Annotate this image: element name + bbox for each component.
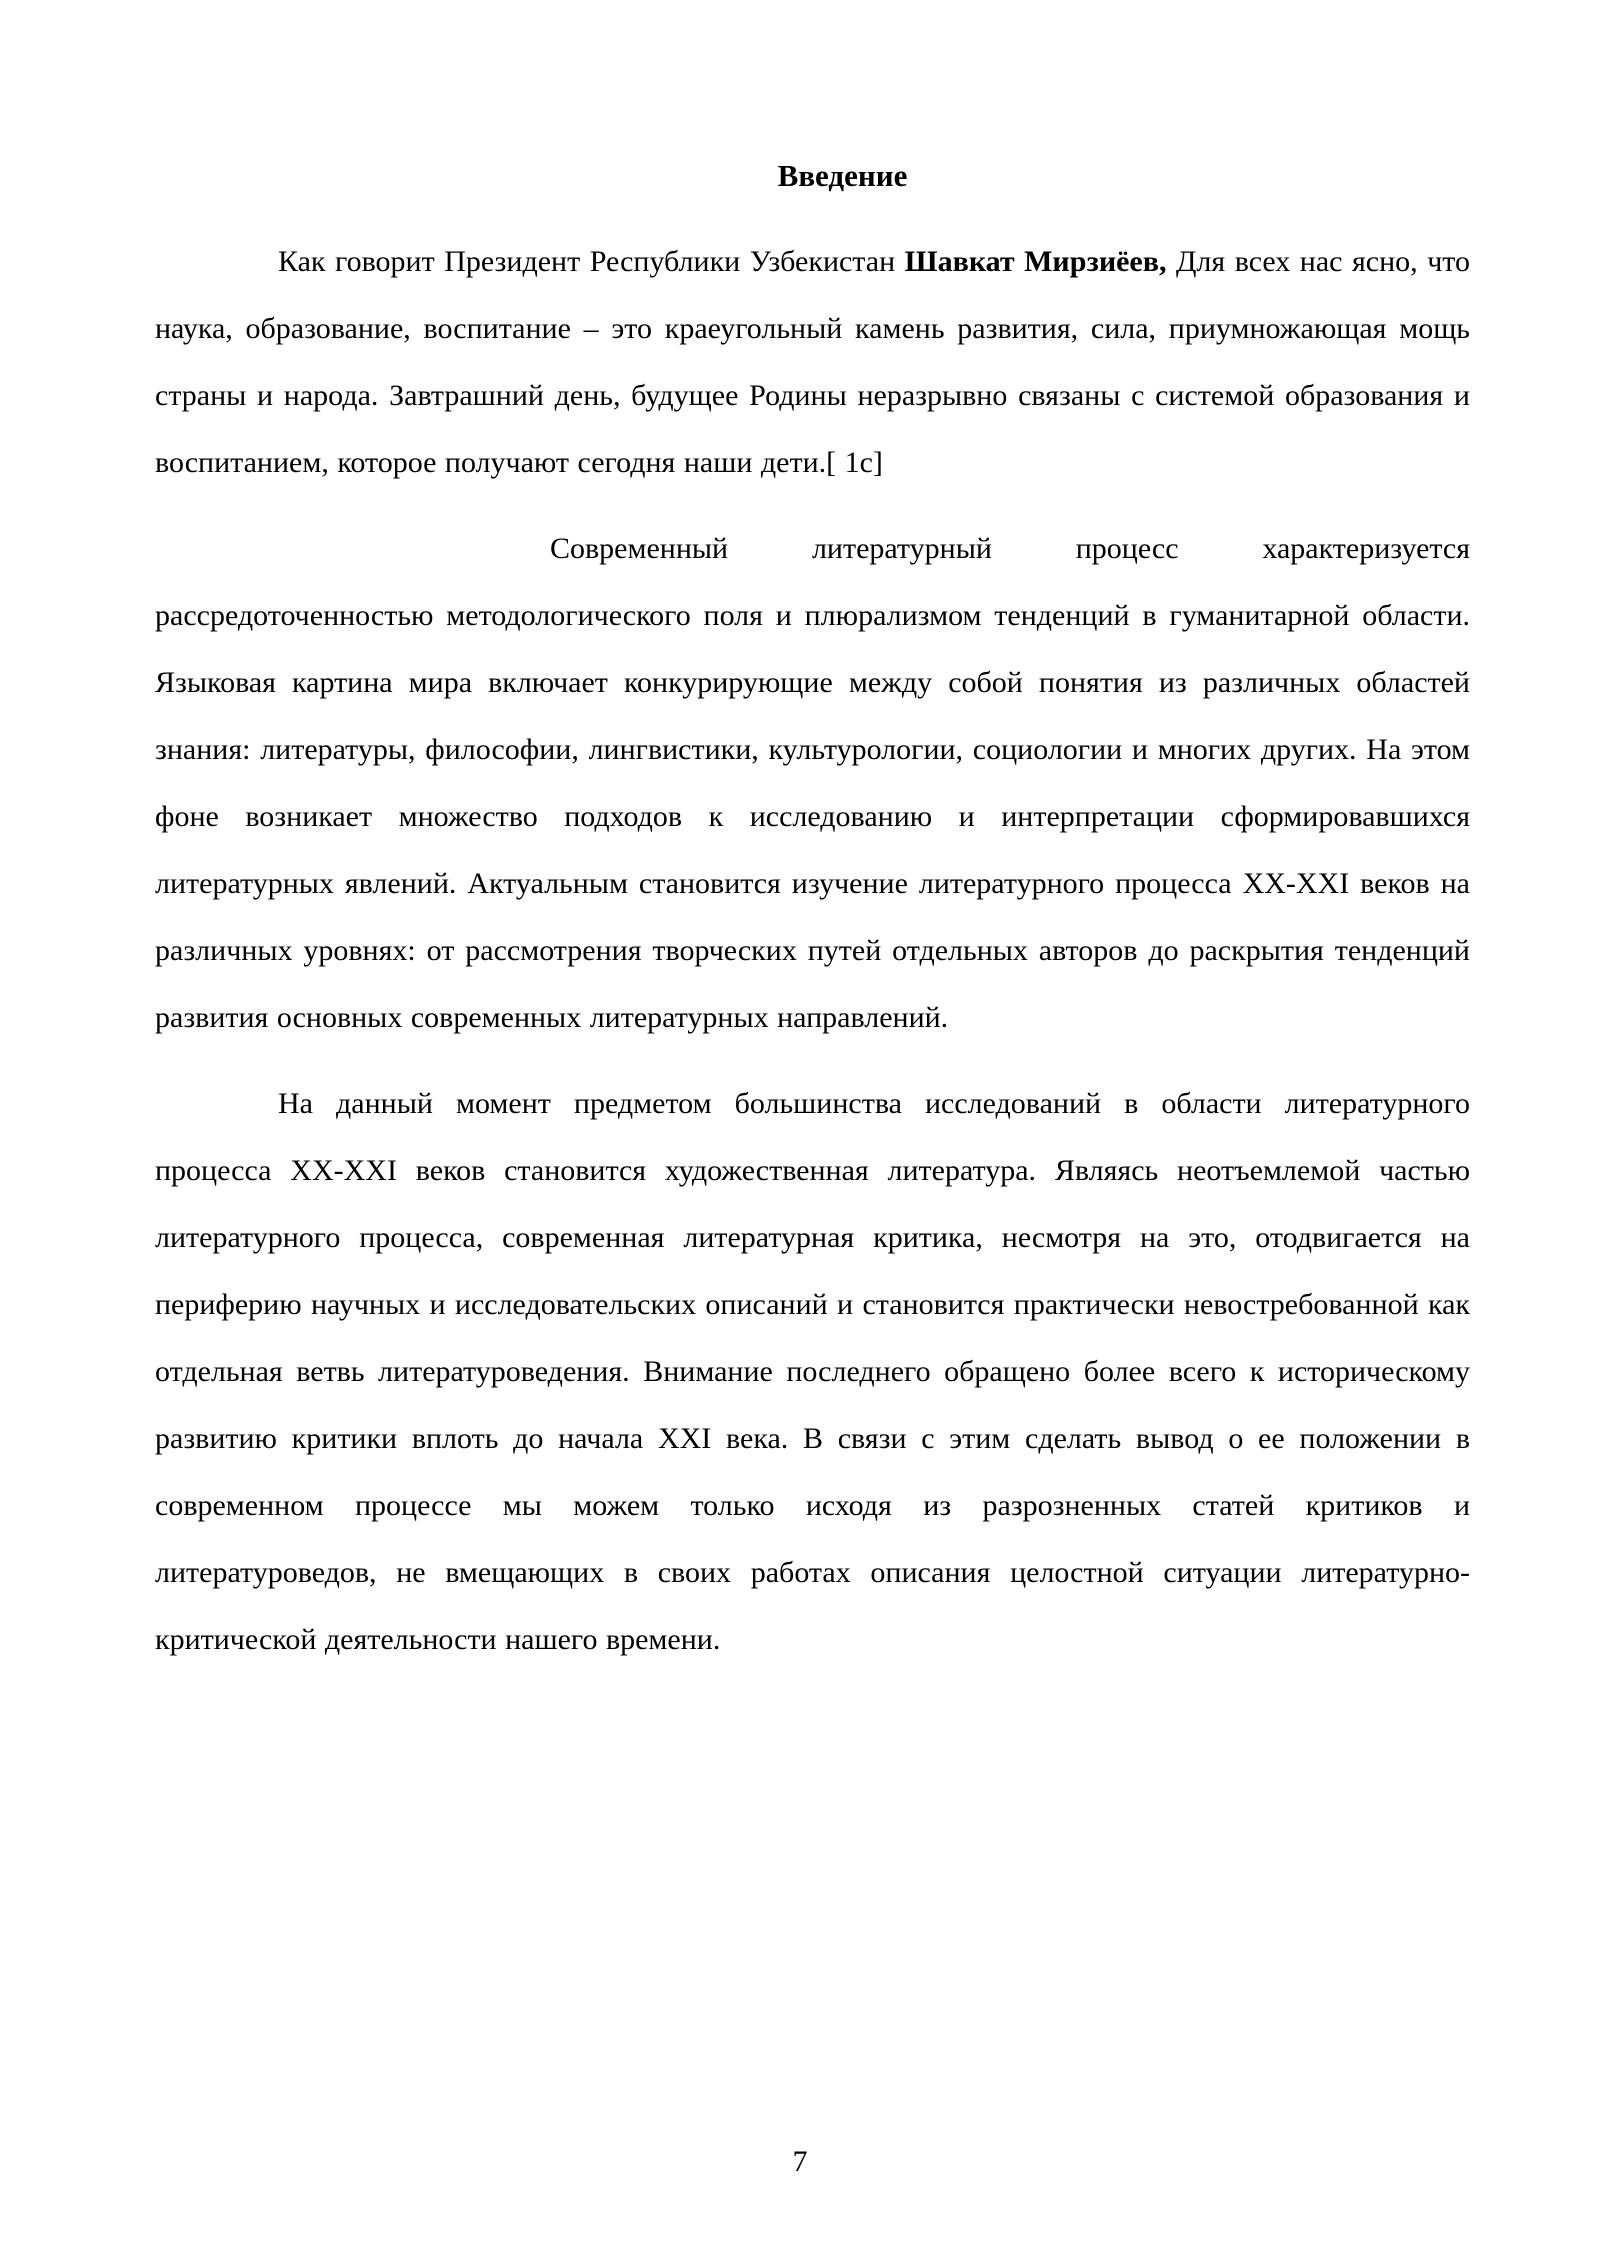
page-number: 7: [792, 2145, 808, 2178]
paragraph: [155, 228, 1470, 496]
paragraph: [155, 515, 1470, 1051]
paragraph-container: [155, 228, 1470, 1673]
text-run: Как говорит Президент Республики Узбекистан: [278, 245, 905, 278]
page-title: Введение: [777, 158, 908, 193]
text-run: Современный литературный процесс характеризуется рассредоточенностью методологического поля и плюрализмом тенденций в гуманитарной области. Языковая картина мира включает конкурирующие между собой понятия из различных областей знания: литературы, философии, лингвистики, культурологии, социологии и многих других. На этом фоне возникает множество подходов к исследованию и интерпретации сформировавшихся литературных явлений. Актуальным становится изучение литературного процесса XX-XXI веков на различных уровнях: от рассмотрения творческих путей отдельных авторов до раскрытия тенденций развития основных современных литературных направлений.: [155, 532, 1470, 1034]
bold-text-run: Шавкат Мирзиёев,: [904, 245, 1167, 278]
text-run: На данный момент предметом большинства исследований в области литературного процесса XX-XXI веков становится художественная литература. Являясь неотъемлемой частью литературного процесса, современная литературная критика, несмотря на это, отодвигается на периферию научных и исследовательских описаний и становится практически невостребованной как отдельная ветвь литературоведения. Внимание последнего обращено более всего к историческому развитию критики вплоть до начала XXI века. В связи с этим сделать вывод о ее положении в современном процессе мы можем только исходя из разрозненных статей критиков и литературоведов, не вмещающих в своих работах описания целостной ситуации литературно-критической деятельности нашего времени.: [155, 1087, 1470, 1656]
paragraph: [155, 1070, 1470, 1673]
text-run: Для всех нас ясно, что наука, образование, воспитание – это краеугольный камень развития, сила, приумножающая мощь страны и народа. Завтрашний день, будущее Родины неразрывно связаны с системой образования и воспитанием, которое получают сегодня наши дети.[ 1с]: [155, 245, 1470, 479]
